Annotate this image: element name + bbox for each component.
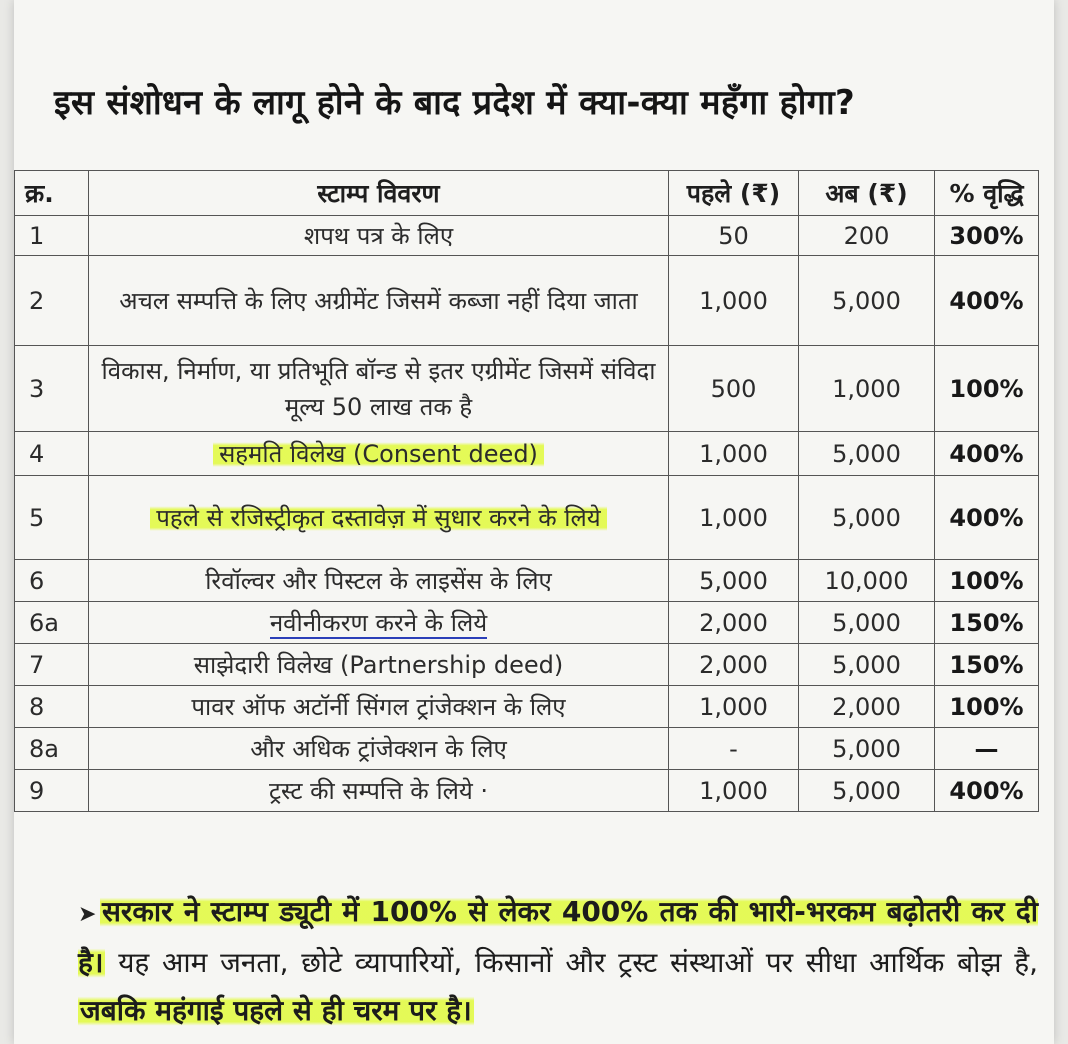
cell-serial: 1 [15, 216, 89, 256]
document-heading: इस संशोधन के लागू होने के बाद प्रदेश में क्या-क्या महँगा होगा? [54, 83, 856, 123]
cell-before: 50 [669, 216, 799, 256]
header-description: स्टाम्प विवरण [89, 171, 669, 216]
table-row [15, 770, 1039, 812]
cell-after: 5,000 [799, 432, 935, 476]
cell-increase: 400% [935, 476, 1039, 560]
cell-description: साझेदारी विलेख (Partnership deed) [89, 644, 669, 686]
header-increase: % वृद्धि [935, 171, 1039, 216]
cell-before: - [669, 728, 799, 770]
cell-after: 5,000 [799, 728, 935, 770]
cell-increase: 100% [935, 686, 1039, 728]
cell-serial: 8 [15, 686, 89, 728]
cell-before: 2,000 [669, 644, 799, 686]
cell-serial: 6a [15, 602, 89, 644]
cell-before: 5,000 [669, 560, 799, 602]
cell-after: 10,000 [799, 560, 935, 602]
cell-serial: 5 [15, 476, 89, 560]
note-highlight-part1: सरकार ने स्टाम्प ड्यूटी में 100% से लेकर 400% तक की भारी-भरकम बढ़ोतरी कर दी है। [78, 895, 1038, 979]
note-part2: यह आम जनता, छोटे व्यापारियों, किसानों और ट्रस्ट संस्थाओं पर सीधा आर्थिक बोझ है, [105, 946, 1038, 979]
highlighted-text: सहमति विलेख (Consent deed) [213, 440, 544, 468]
cell-after: 200 [799, 216, 935, 256]
table-header-row [15, 171, 1039, 216]
table-row [15, 728, 1039, 770]
cell-serial: 8a [15, 728, 89, 770]
cell-before: 1,000 [669, 432, 799, 476]
table-row [15, 476, 1039, 560]
cell-serial: 7 [15, 644, 89, 686]
cell-after: 5,000 [799, 770, 935, 812]
cell-before: 1,000 [669, 256, 799, 346]
cell-serial: 9 [15, 770, 89, 812]
document-page [14, 0, 1054, 1044]
table-row [15, 602, 1039, 644]
bullet-arrow-icon: ➤ [78, 902, 97, 927]
table-row [15, 686, 1039, 728]
cell-description [89, 602, 669, 644]
cell-increase: 150% [935, 602, 1039, 644]
header-serial: क्र. [15, 171, 89, 216]
cell-increase: 300% [935, 216, 1039, 256]
cell-serial: 6 [15, 560, 89, 602]
stamp-duty-table [14, 170, 1039, 812]
cell-after: 5,000 [799, 644, 935, 686]
cell-description: पावर ऑफ अटॉर्नी सिंगल ट्रांजेक्शन के लिए [89, 686, 669, 728]
cell-serial: 4 [15, 432, 89, 476]
table-row [15, 644, 1039, 686]
cell-before: 1,000 [669, 686, 799, 728]
summary-note [78, 888, 1038, 1035]
cell-after: 5,000 [799, 476, 935, 560]
cell-after: 1,000 [799, 346, 935, 432]
cell-before: 1,000 [669, 770, 799, 812]
cell-increase: 100% [935, 346, 1039, 432]
table-row [15, 216, 1039, 256]
cell-increase: 150% [935, 644, 1039, 686]
cell-description: अचल सम्पत्ति के लिए अग्रीमेंट जिसमें कब्जा नहीं दिया जाता [89, 256, 669, 346]
cell-before: 1,000 [669, 476, 799, 560]
note-highlight-part3: जबकि महंगाई पहले से ही चरम पर है। [80, 994, 472, 1027]
cell-increase: 400% [935, 770, 1039, 812]
cell-description [89, 476, 669, 560]
cell-serial: 3 [15, 346, 89, 432]
cell-serial: 2 [15, 256, 89, 346]
cell-description: और अधिक ट्रांजेक्शन के लिए [89, 728, 669, 770]
table-row [15, 346, 1039, 432]
cell-increase: — [935, 728, 1039, 770]
cell-increase: 100% [935, 560, 1039, 602]
cell-increase: 400% [935, 256, 1039, 346]
table-row [15, 560, 1039, 602]
cell-increase: 400% [935, 432, 1039, 476]
cell-description: ट्रस्ट की सम्पत्ति के लिये · [89, 770, 669, 812]
cell-description: शपथ पत्र के लिए [89, 216, 669, 256]
cell-after: 5,000 [799, 602, 935, 644]
cell-after: 5,000 [799, 256, 935, 346]
header-before: पहले (₹) [669, 171, 799, 216]
cell-before: 500 [669, 346, 799, 432]
cell-description [89, 432, 669, 476]
highlighted-text: पहले से रजिस्ट्रीकृत दस्तावेज़ में सुधार करने के लिये [150, 504, 606, 532]
header-after: अब (₹) [799, 171, 935, 216]
cell-description: विकास, निर्माण, या प्रतिभूति बॉन्ड से इतर एग्रीमेंट जिसमें संविदा मूल्य 50 लाख तक है [89, 346, 669, 432]
table-row [15, 432, 1039, 476]
cell-description: रिवॉल्वर और पिस्टल के लाइसेंस के लिए [89, 560, 669, 602]
table-row [15, 256, 1039, 346]
cell-after: 2,000 [799, 686, 935, 728]
cell-before: 2,000 [669, 602, 799, 644]
pen-underlined-text: नवीनीकरण करने के लिये [269, 609, 488, 637]
